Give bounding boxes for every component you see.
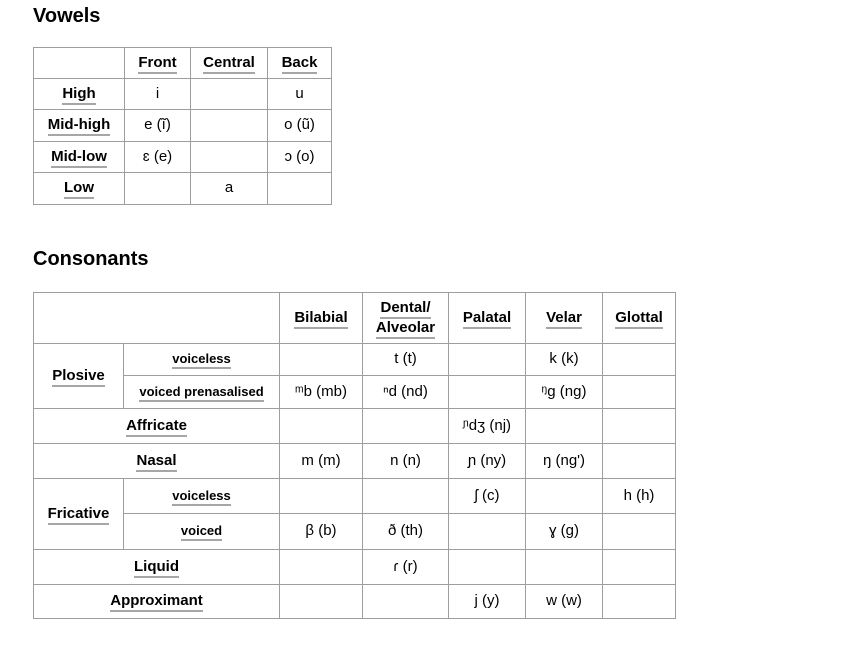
column-header-cell xyxy=(280,293,363,344)
data-cell: ð (th) xyxy=(363,514,449,550)
data-cell: ⁿd (nd) xyxy=(363,376,449,409)
header-label: Glottal xyxy=(615,309,663,329)
data-cell xyxy=(603,376,676,409)
data-cell: a xyxy=(191,173,268,205)
row-header-cell xyxy=(34,409,280,444)
column-header-cell xyxy=(363,293,449,344)
data-cell xyxy=(603,444,676,479)
column-header-cell xyxy=(449,293,526,344)
data-cell xyxy=(125,173,191,205)
data-cell xyxy=(526,409,603,444)
data-cell: k (k) xyxy=(526,344,603,376)
data-cell xyxy=(191,110,268,142)
consonants-table xyxy=(33,292,676,619)
header-label: Back xyxy=(282,54,318,74)
data-cell: w (w) xyxy=(526,585,603,619)
header-label: Velar xyxy=(546,309,582,329)
row-header-cell xyxy=(34,110,125,142)
header-label: Front xyxy=(138,54,176,74)
data-cell xyxy=(603,514,676,550)
corner-cell xyxy=(34,293,280,344)
sub-row-header-cell xyxy=(124,514,280,550)
header-label: Central xyxy=(203,54,255,74)
data-cell xyxy=(449,550,526,585)
sub-row-header-cell xyxy=(124,344,280,376)
header-label: voiced xyxy=(181,523,222,541)
data-cell: ŋ (ng') xyxy=(526,444,603,479)
data-cell xyxy=(603,409,676,444)
row-header-cell xyxy=(34,444,280,479)
data-cell xyxy=(603,585,676,619)
column-header-cell xyxy=(125,48,191,79)
data-cell: h (h) xyxy=(603,479,676,514)
data-cell xyxy=(191,79,268,110)
vowels-table xyxy=(33,47,332,205)
data-cell: ɛ (e) xyxy=(125,142,191,173)
data-cell: ᶮdʒ (nj) xyxy=(449,409,526,444)
data-cell xyxy=(191,142,268,173)
data-cell xyxy=(449,344,526,376)
corner-cell xyxy=(34,48,125,79)
column-header-cell xyxy=(603,293,676,344)
data-cell: ᵑg (ng) xyxy=(526,376,603,409)
header-label: Liquid xyxy=(134,558,179,578)
data-cell xyxy=(280,409,363,444)
row-header-cell xyxy=(34,344,124,409)
data-cell xyxy=(280,479,363,514)
header-label: Mid-high xyxy=(48,116,110,136)
data-cell xyxy=(363,585,449,619)
data-cell: e (ĩ) xyxy=(125,110,191,142)
header-label: Plosive xyxy=(52,367,105,387)
consonants-section xyxy=(33,248,853,619)
data-cell: ɾ (r) xyxy=(363,550,449,585)
data-cell: t (t) xyxy=(363,344,449,376)
data-cell: o (ũ) xyxy=(268,110,332,142)
data-cell: j (y) xyxy=(449,585,526,619)
header-label: Low xyxy=(64,179,94,199)
header-label: voiceless xyxy=(172,351,231,369)
data-cell xyxy=(603,344,676,376)
header-label: Fricative xyxy=(48,505,110,525)
sub-row-header-cell xyxy=(124,376,280,409)
header-label: voiceless xyxy=(172,488,231,506)
data-cell: i xyxy=(125,79,191,110)
data-cell xyxy=(363,409,449,444)
data-cell xyxy=(449,376,526,409)
data-cell: n (n) xyxy=(363,444,449,479)
data-cell xyxy=(280,550,363,585)
data-cell xyxy=(268,173,332,205)
header-label: voiced prenasalised xyxy=(139,384,263,402)
row-header-cell xyxy=(34,479,124,550)
data-cell xyxy=(280,344,363,376)
row-header-cell xyxy=(34,79,125,110)
header-label: Dental/ xyxy=(380,299,430,319)
column-header-cell xyxy=(268,48,332,79)
header-label: Affricate xyxy=(126,417,187,437)
row-header-cell xyxy=(34,550,280,585)
data-cell xyxy=(603,550,676,585)
column-header-cell xyxy=(191,48,268,79)
consonants-heading: Consonants xyxy=(33,248,149,270)
data-cell: β (b) xyxy=(280,514,363,550)
data-cell xyxy=(526,550,603,585)
header-label: Approximant xyxy=(110,592,203,612)
row-header-cell xyxy=(34,142,125,173)
data-cell: ɔ (o) xyxy=(268,142,332,173)
data-cell: ᵐb (mb) xyxy=(280,376,363,409)
row-header-cell xyxy=(34,173,125,205)
data-cell xyxy=(280,585,363,619)
data-cell: ɲ (ny) xyxy=(449,444,526,479)
header-label: Mid-low xyxy=(51,148,107,168)
vowels-heading: Vowels xyxy=(33,5,101,27)
header-label: High xyxy=(62,85,95,105)
vowels-section xyxy=(33,5,853,205)
row-header-cell xyxy=(34,585,280,619)
header-label: Nasal xyxy=(136,452,176,472)
data-cell: m (m) xyxy=(280,444,363,479)
header-label: Bilabial xyxy=(294,309,347,329)
sub-row-header-cell xyxy=(124,479,280,514)
data-cell: ʃ (c) xyxy=(449,479,526,514)
data-cell xyxy=(449,514,526,550)
header-label: Palatal xyxy=(463,309,511,329)
data-cell xyxy=(363,479,449,514)
header-label: Alveolar xyxy=(376,319,435,339)
column-header-cell xyxy=(526,293,603,344)
data-cell: ɣ (g) xyxy=(526,514,603,550)
data-cell xyxy=(526,479,603,514)
data-cell: u xyxy=(268,79,332,110)
